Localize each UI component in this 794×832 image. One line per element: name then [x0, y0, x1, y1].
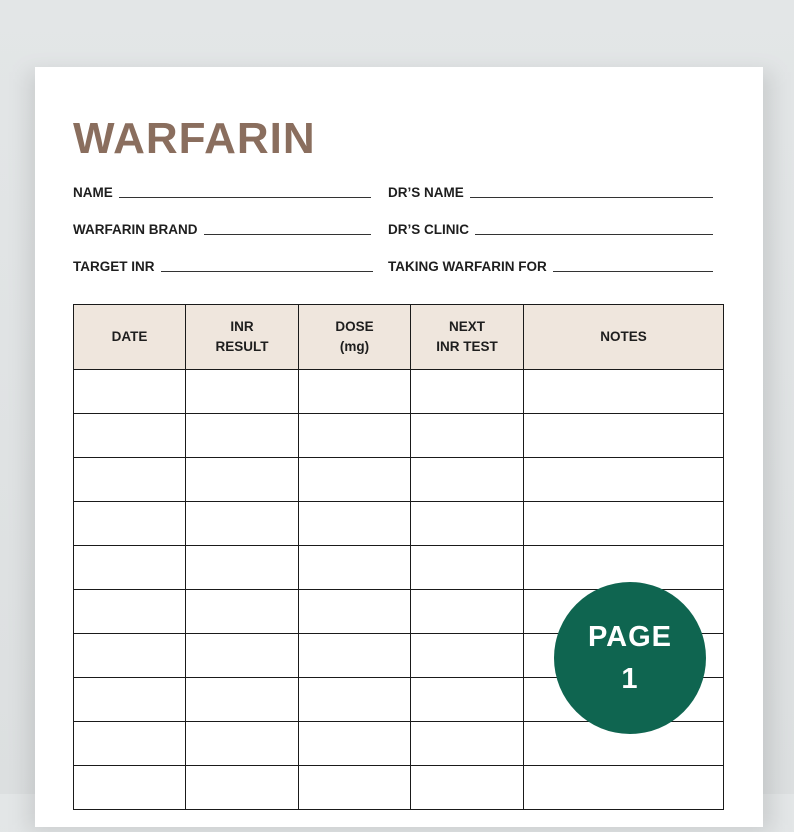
- page-badge-label: PAGE: [587, 621, 673, 653]
- log-cell[interactable]: [74, 370, 186, 414]
- taking-for-field[interactable]: [388, 257, 713, 275]
- log-cell[interactable]: [411, 678, 524, 722]
- log-cell[interactable]: [186, 766, 299, 810]
- page-badge: [554, 582, 706, 734]
- log-cell[interactable]: [411, 414, 524, 458]
- log-cell[interactable]: [186, 678, 299, 722]
- dr-name-line[interactable]: [470, 197, 713, 198]
- name-label: NAME: [73, 185, 113, 200]
- name-field[interactable]: [73, 183, 371, 201]
- dr-name-field[interactable]: [388, 183, 713, 201]
- log-cell[interactable]: [299, 722, 411, 766]
- next-inr-test-column-header: [411, 305, 524, 370]
- log-cell[interactable]: [74, 722, 186, 766]
- table-row: [74, 766, 724, 810]
- log-cell[interactable]: [299, 590, 411, 634]
- log-cell[interactable]: [74, 502, 186, 546]
- header-text: RESULT: [215, 339, 269, 354]
- log-cell[interactable]: [411, 634, 524, 678]
- date-column-header: [74, 305, 186, 370]
- brand-field[interactable]: [73, 220, 371, 238]
- notes-column-header: [524, 305, 724, 370]
- log-cell[interactable]: [411, 370, 524, 414]
- log-cell[interactable]: [299, 458, 411, 502]
- taking-for-line[interactable]: [553, 271, 713, 272]
- dose-column-header: [299, 305, 411, 370]
- dr-clinic-field[interactable]: [388, 220, 713, 238]
- dr-clinic-label: DR’S CLINIC: [388, 222, 469, 237]
- log-cell[interactable]: [299, 370, 411, 414]
- log-cell[interactable]: [186, 590, 299, 634]
- log-cell[interactable]: [186, 414, 299, 458]
- log-cell[interactable]: [74, 590, 186, 634]
- target-inr-label: TARGET INR: [73, 259, 155, 274]
- sheet-title: WARFARIN: [73, 114, 316, 163]
- log-cell[interactable]: [74, 458, 186, 502]
- table-row: [74, 458, 724, 502]
- table-row: [74, 370, 724, 414]
- target-inr-line[interactable]: [161, 271, 374, 272]
- log-cell[interactable]: [524, 502, 724, 546]
- inr-log-table: [73, 304, 724, 810]
- page-badge-number: 1: [621, 663, 639, 695]
- header-text: NOTES: [600, 329, 647, 344]
- log-cell[interactable]: [299, 634, 411, 678]
- brand-line[interactable]: [204, 234, 372, 235]
- log-cell[interactable]: [74, 546, 186, 590]
- log-cell[interactable]: [186, 722, 299, 766]
- log-cell[interactable]: [411, 458, 524, 502]
- dr-clinic-line[interactable]: [475, 234, 713, 235]
- taking-for-label: TAKING WARFARIN FOR: [388, 259, 547, 274]
- header-text: DATE: [111, 329, 148, 344]
- log-cell[interactable]: [186, 634, 299, 678]
- log-cell[interactable]: [74, 634, 186, 678]
- log-cell[interactable]: [411, 502, 524, 546]
- log-cell[interactable]: [524, 766, 724, 810]
- table-row: [74, 502, 724, 546]
- target-inr-field[interactable]: [73, 257, 373, 275]
- log-cell[interactable]: [524, 414, 724, 458]
- log-cell[interactable]: [299, 502, 411, 546]
- log-cell[interactable]: [186, 502, 299, 546]
- name-line[interactable]: [119, 197, 371, 198]
- log-cell[interactable]: [524, 458, 724, 502]
- log-cell[interactable]: [186, 546, 299, 590]
- header-text: INR TEST: [436, 339, 498, 354]
- brand-label: WARFARIN BRAND: [73, 222, 198, 237]
- log-cell[interactable]: [524, 370, 724, 414]
- log-cell[interactable]: [74, 414, 186, 458]
- log-cell[interactable]: [411, 546, 524, 590]
- log-cell[interactable]: [299, 766, 411, 810]
- table-header-row: [74, 305, 724, 370]
- log-cell[interactable]: [411, 590, 524, 634]
- log-cell[interactable]: [299, 414, 411, 458]
- log-cell[interactable]: [299, 678, 411, 722]
- header-text: (mg): [339, 339, 370, 354]
- header-text: DOSE: [335, 319, 374, 334]
- log-cell[interactable]: [299, 546, 411, 590]
- log-cell[interactable]: [74, 766, 186, 810]
- inr-result-column-header: [186, 305, 299, 370]
- log-cell[interactable]: [411, 766, 524, 810]
- dr-name-label: DR’S NAME: [388, 185, 464, 200]
- header-text: NEXT: [448, 319, 485, 334]
- log-cell[interactable]: [74, 678, 186, 722]
- log-cell[interactable]: [186, 370, 299, 414]
- log-cell[interactable]: [411, 722, 524, 766]
- header-text: INR: [230, 319, 254, 334]
- log-cell[interactable]: [186, 458, 299, 502]
- table-row: [74, 414, 724, 458]
